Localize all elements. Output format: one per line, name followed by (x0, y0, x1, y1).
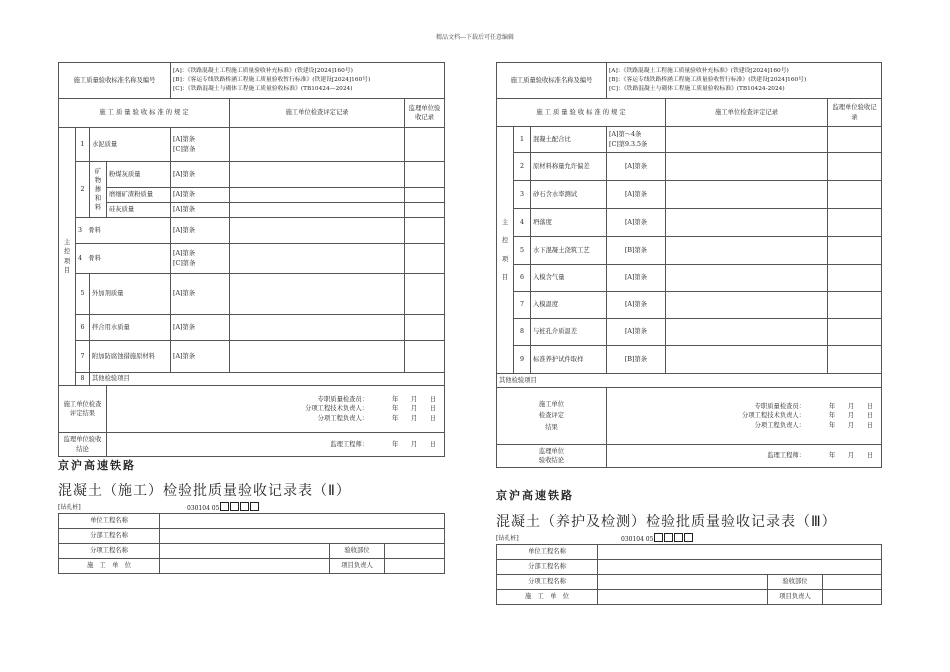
subitem-project-field[interactable] (160, 544, 330, 559)
supervisor-cell[interactable] (828, 127, 882, 153)
item-name: 坍落度 (531, 209, 607, 237)
item-ref: [A]第条 (171, 188, 230, 203)
railway-name-left: 京沪高速铁路 (58, 459, 136, 472)
subitem-project-label: 分项工程名称 (59, 544, 160, 559)
item-ref: [A]第条 (171, 162, 230, 188)
division-project-field[interactable] (598, 560, 882, 575)
construction-eval-signatures: 专职质量检查员： 年 月 日 分项工程技术负责人： 年 月 日 分项工程负责人： 年 月 日 (107, 386, 445, 433)
item-ref: [A]第条 [C]第条 (171, 244, 230, 274)
supervision-signature: 监理工程师： 年 月 日 (107, 433, 445, 457)
supervisor-cell[interactable] (405, 341, 445, 373)
item-ref: [A]第条 (171, 218, 230, 244)
supervisor-cell[interactable] (828, 209, 882, 237)
construction-eval-label: 施工单位 检查评定 结果 (497, 388, 607, 445)
unit-project-label: 单位工程名称 (497, 545, 598, 560)
code-box[interactable] (654, 533, 663, 542)
item-ref: [A]第条 (171, 274, 230, 315)
code-box[interactable] (230, 502, 239, 511)
item-no: 1 (76, 128, 90, 162)
record-cell[interactable] (666, 265, 828, 292)
item-name: 混凝土配合比 (531, 127, 607, 153)
standards-list: [A]：《铁路混凝土工程施工质量验收补充标准》(铁建设[2024]160号) [B]：《客运专线铁路桥涵工程施工质量验收暂行标准》(铁建设[2024]160号) [C]：《铁路混凝土与砌体工程施工质量验收标准》(TB10424-2024) (607, 63, 882, 99)
record-cell[interactable] (666, 346, 828, 374)
division-project-label: 分部工程名称 (497, 560, 598, 575)
code-line-right (496, 533, 881, 543)
project-manager-label: 项目负责人 (330, 559, 385, 574)
supervisor-cell[interactable] (405, 315, 445, 341)
left-inspection-table (58, 62, 445, 457)
item-name: 附加防腐蚀措施原材料 (90, 341, 171, 373)
header-spec: 施 工 质 量 验 收 标 准 的 规 定 (59, 99, 230, 128)
standard-label: 施工质量验收标准名称及编号 (59, 63, 171, 99)
item-name: 与桩孔介质温差 (531, 319, 607, 346)
record-cell[interactable] (230, 218, 405, 244)
record-cell[interactable] (666, 209, 828, 237)
subitem-project-label: 分项工程名称 (497, 575, 598, 590)
record-cell[interactable] (666, 127, 828, 153)
supervision-conclusion-label: 监理单位验收结论 (59, 433, 107, 457)
item-ref: [A]第条 (171, 341, 230, 373)
supervisor-cell[interactable] (405, 162, 445, 188)
group-label-main-control: 主 控 项 目 (497, 127, 514, 374)
group-label-main-control: 主 控 项 目 (59, 128, 76, 386)
supervisor-cell[interactable] (405, 188, 445, 203)
record-cell[interactable] (230, 315, 405, 341)
header-record: 施工单位检查评定记录 (666, 99, 828, 127)
code-box[interactable] (240, 502, 249, 511)
sub-item-name: 硅灰质量 (107, 203, 171, 218)
form-code: 030104 05 (621, 536, 654, 543)
subitem-project-field[interactable] (598, 575, 768, 590)
item-name: 拌合用水质量 (90, 315, 171, 341)
item-ref: [A]第～4条 [C]第9.3.5条 (607, 127, 666, 153)
item-no: 1 (514, 127, 531, 153)
bracket-label: [钻孔桩] (496, 535, 519, 542)
form-title-right: 混凝土（养护及检测）检验批质量验收记录表（Ⅲ） (496, 514, 837, 530)
other-items: 其他检验项目 (497, 374, 882, 388)
construction-eval-signatures: 专职质量检查员： 年 月 日 分项工程技术负责人： 年 月 日 分项工程负责人： 年 月 日 (607, 388, 882, 445)
record-cell[interactable] (666, 237, 828, 265)
item-ref: [A]第条 (171, 315, 230, 341)
acceptance-part-field[interactable] (385, 544, 445, 559)
unit-project-label: 单位工程名称 (59, 514, 160, 529)
supervisor-cell[interactable] (828, 346, 882, 374)
unit-project-field[interactable] (160, 514, 445, 529)
acceptance-part-field[interactable] (823, 575, 882, 590)
item-no: 5 (514, 237, 531, 265)
project-manager-label: 项目负责人 (768, 590, 823, 605)
item-name: 标准养护试件取样 (531, 346, 607, 374)
item-name: 外加剂质量 (90, 274, 171, 315)
code-box[interactable] (684, 533, 693, 542)
item-name: 3 骨料 (76, 218, 171, 244)
item-no: 7 (514, 292, 531, 319)
item-name: 入模温度 (531, 292, 607, 319)
record-cell[interactable] (230, 162, 405, 188)
record-cell[interactable] (666, 292, 828, 319)
supervision-conclusion-label: 监理单位 验收结论 (497, 445, 607, 468)
form-code: 030104 05 (187, 505, 220, 512)
watermark: 精品文档---下载后可任意编辑 (435, 34, 515, 41)
supervisor-cell[interactable] (405, 244, 445, 274)
mineral-label: 矿 物 掺 和 料 (90, 162, 107, 218)
supervisor-cell[interactable] (828, 265, 882, 292)
right-inspection-table (496, 62, 882, 468)
header-supervisor: 监理单位验收记录 (828, 99, 882, 127)
record-cell[interactable] (230, 274, 405, 315)
item-no: 8 (514, 319, 531, 346)
standards-list: [A]：《铁路混凝土工程施工质量验收补充标准》(铁建设[2024]160号) [B]：《客运专线铁路桥涵工程施工质量验收暂行标准》(铁建设[2024]160号) [C]：《铁路混凝土与砌体工程施工质量验收标准》(TB10424—2024) (171, 63, 445, 99)
acceptance-part-label: 验收部位 (768, 575, 823, 590)
project-manager-field[interactable] (385, 559, 445, 574)
division-project-field[interactable] (160, 529, 445, 544)
bracket-label: [钻孔桩] (58, 504, 81, 511)
unit-project-field[interactable] (598, 545, 882, 560)
item-name: 砂石含水率测试 (531, 181, 607, 209)
item-ref: [B]第条 (607, 237, 666, 265)
item-no: 6 (514, 265, 531, 292)
sub-item-name: 磨细矿渣粉质量 (107, 188, 171, 203)
construction-unit-field[interactable] (598, 590, 768, 605)
record-cell[interactable] (230, 203, 405, 218)
construction-unit-label: 施 工 单 位 (497, 590, 598, 605)
item-name: 原材料称量允许偏差 (531, 153, 607, 181)
form-title-left: 混凝土（施工）检验批质量验收记录表（Ⅱ） (58, 483, 351, 499)
item-no: 2 (514, 153, 531, 181)
item-ref: [A]第条 (607, 181, 666, 209)
supervisor-cell[interactable] (405, 128, 445, 162)
item-ref: [A]第条 [C]第条 (171, 128, 230, 162)
project-manager-field[interactable] (823, 590, 882, 605)
acceptance-part-label: 验收部位 (330, 544, 385, 559)
sub-item-name: 粉煤灰质量 (107, 162, 171, 188)
code-box[interactable] (250, 502, 259, 511)
record-cell[interactable] (230, 341, 405, 373)
left-header-table (58, 513, 445, 574)
supervisor-cell[interactable] (405, 203, 445, 218)
code-box[interactable] (674, 533, 683, 542)
right-header-table (496, 544, 882, 605)
item-ref: [A]第条 (607, 265, 666, 292)
item-ref: [A]第条 (607, 153, 666, 181)
item-no: 6 (76, 315, 90, 341)
item-no: 8 (76, 373, 90, 386)
item-ref: [A]第条 (607, 292, 666, 319)
supervisor-cell[interactable] (405, 274, 445, 315)
code-line-left (58, 502, 444, 512)
item-no: 4 (514, 209, 531, 237)
item-ref: [A]第条 (171, 203, 230, 218)
railway-name-right: 京沪高速铁路 (496, 489, 574, 502)
item-name: 水泥质量 (90, 128, 171, 162)
header-supervisor: 监理单位验收记录 (405, 99, 445, 128)
supervisor-cell[interactable] (828, 237, 882, 265)
item-no: 7 (76, 341, 90, 373)
item-name: 4 骨料 (76, 244, 171, 274)
record-cell[interactable] (230, 128, 405, 162)
supervisor-cell[interactable] (828, 153, 882, 181)
item-ref: [B]第条 (607, 346, 666, 374)
code-box[interactable] (664, 533, 673, 542)
item-name: 入模含气量 (531, 265, 607, 292)
record-cell[interactable] (230, 244, 405, 274)
item-name: 其他检验项目 (90, 373, 445, 386)
supervisor-cell[interactable] (828, 292, 882, 319)
item-no: 5 (76, 274, 90, 315)
supervisor-cell[interactable] (405, 218, 445, 244)
record-cell[interactable] (230, 188, 405, 203)
item-no: 9 (514, 346, 531, 374)
record-cell[interactable] (666, 319, 828, 346)
code-box[interactable] (220, 502, 229, 511)
item-no: 3 (514, 181, 531, 209)
supervision-signature: 监理工程师： 年 月 日 (607, 445, 882, 468)
construction-eval-label: 施工单位检查评定结果 (59, 386, 107, 433)
record-cell[interactable] (666, 181, 828, 209)
supervisor-cell[interactable] (828, 181, 882, 209)
item-no: 2 (76, 162, 90, 218)
supervisor-cell[interactable] (828, 319, 882, 346)
item-ref: [A]第条 (607, 209, 666, 237)
header-spec: 施 工 质 量 验 收 标 准 的 规 定 (497, 99, 666, 127)
construction-unit-label: 施 工 单 位 (59, 559, 160, 574)
item-ref: [A]第条 (607, 319, 666, 346)
record-cell[interactable] (666, 153, 828, 181)
division-project-label: 分部工程名称 (59, 529, 160, 544)
item-name: 水下混凝土浇筑工艺 (531, 237, 607, 265)
header-record: 施工单位检查评定记录 (230, 99, 405, 128)
construction-unit-field[interactable] (160, 559, 330, 574)
standard-label: 施工质量验收标准名称及编号 (497, 63, 607, 99)
